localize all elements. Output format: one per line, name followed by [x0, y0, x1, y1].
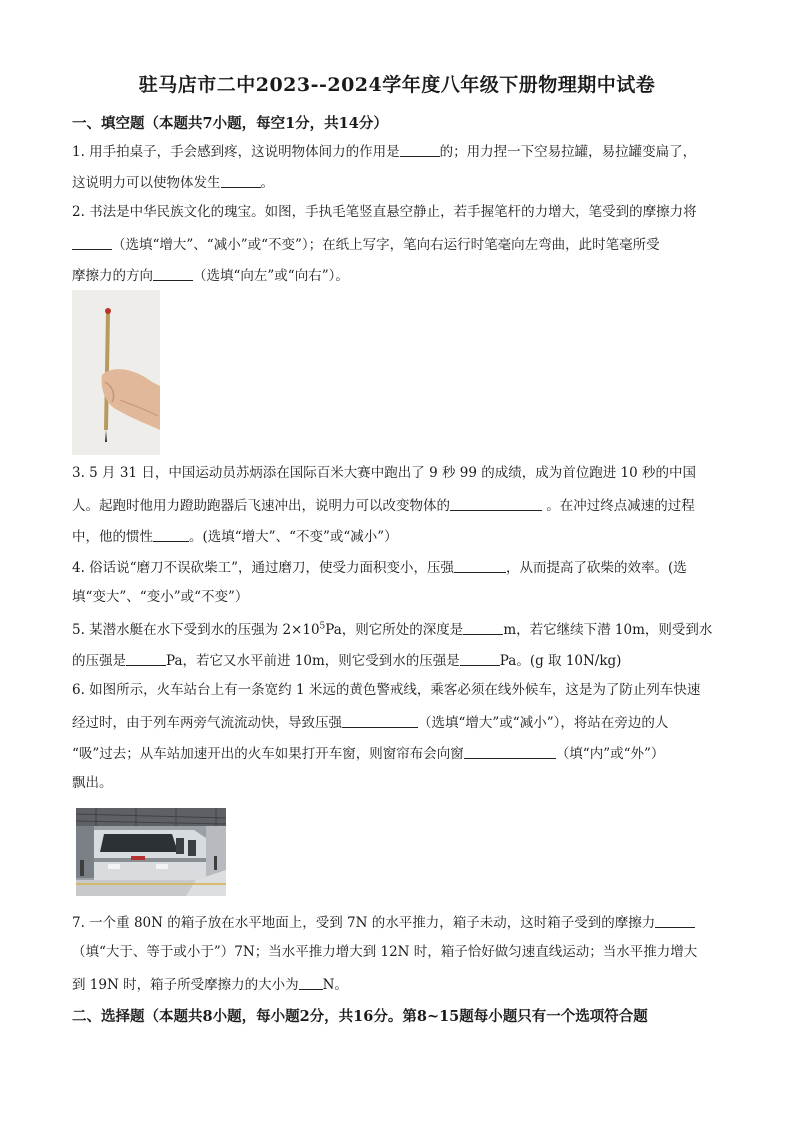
question-7-line-2: （填“大于、等于或小于”）7N；当水平推力增大到 12N 时，箱子恰好做匀速直线运动；当水平推力增大	[72, 944, 698, 960]
question-3-line-1: 3. 5 月 31 日，中国运动员苏炳添在国际百米大赛中跑出了 9 秒 99 的成绩，成为首位跑进 10 秒的中国	[72, 465, 697, 481]
question-3-line-2: 人。起跑时他用力蹬助跑器后飞速冲出，说明力可以改变物体的 。在冲过终点减速的过程	[72, 498, 695, 514]
section-fill-in-heading: 一、填空题（本题共7小题，每空1分，共14分）	[72, 115, 388, 132]
question-1-line-1: 1. 用手拍桌子，手会感到疼，这说明物体间力的作用是 的；用力捏一下空易拉罐，易拉罐变扁了，	[72, 144, 697, 160]
answer-blank	[454, 560, 506, 573]
train-station-photo	[76, 808, 226, 896]
question-3-line-3: 中，他的惯性 。(选填“增大”、“不变”或“减小”）	[72, 529, 398, 545]
answer-blank	[655, 915, 695, 928]
answer-blank	[342, 715, 418, 728]
answer-blank	[126, 653, 166, 666]
question-6-line-3: “吸”过去；从车站加速开出的火车如果打开车窗，则窗帘布会向窗 （填“内”或“外”）	[72, 746, 665, 762]
brush-writing-photo	[72, 290, 160, 455]
answer-blank	[221, 175, 261, 188]
question-4-line-2: 填“变大”、“变小”或“不变”）	[72, 589, 249, 605]
question-2-line-1: 2. 书法是中华民族文化的瑰宝。如图，手执毛笔竖直悬空静止，若手握笔杆的力增大，笔受到的摩擦力将	[72, 204, 697, 220]
answer-blank	[153, 268, 193, 281]
question-5-line-2: 的压强是 Pa，若它又水平前进 10m，则它受到水的压强是 Pa。(g 取 10N/kg)	[72, 653, 622, 669]
question-6-line-1: 6. 如图所示，火车站台上有一条宽约 1 米远的黄色警戒线，乘客必须在线外候车，这是为了防止列车快速	[72, 682, 701, 698]
section-choice-heading: 二、选择题（本题共8小题，每小题2分，共16分。第8~15题每小题只有一个选项符合题	[72, 1008, 648, 1025]
question-2-line-3: 摩擦力的方向 （选填“向左”或“向右”）。	[72, 268, 349, 284]
question-7-line-3: 到 19N 时，箱子所受摩擦力的大小为 N。	[72, 977, 348, 993]
question-4-line-1: 4. 俗话说“磨刀不误砍柴工”，通过磨刀，使受力面积变小，压强 ，从而提高了砍柴的效率。(选	[72, 560, 687, 576]
question-6-line-4: 飘出。	[72, 775, 113, 791]
answer-blank	[450, 498, 542, 511]
question-2-line-2: （选填“增大”、“减小”或“不变”）；在纸上写字，笔向右运行时笔毫向左弯曲，此时笔毫所受	[72, 237, 660, 253]
answer-blank	[72, 237, 112, 250]
question-5-line-1: 5. 某潜水艇在水下受到水的压强为 $2\times 10^5Pa$，则它所处的深度是 m，若它继续下潜 10m，则受到水	[72, 621, 713, 638]
question-7-line-1: 7. 一个重 80N 的箱子放在水平地面上，受到 7N 的水平推力，箱子未动，这时箱子受到的摩擦力	[72, 915, 695, 931]
answer-blank	[400, 144, 440, 157]
answer-blank	[463, 622, 503, 635]
page-title: 驻马店市二中2023--2024学年度八年级下册物理期中试卷	[138, 74, 656, 96]
answer-blank	[153, 529, 189, 542]
question-1-line-2: 这说明力可以使物体发生 。	[72, 175, 274, 191]
question-6-line-2: 经过时，由于列车两旁气流流动快，导致压强 （选填“增大”或“减小”），将站在旁边的人	[72, 715, 669, 731]
answer-blank	[460, 653, 500, 666]
answer-blank	[299, 977, 323, 990]
answer-blank	[464, 746, 556, 759]
